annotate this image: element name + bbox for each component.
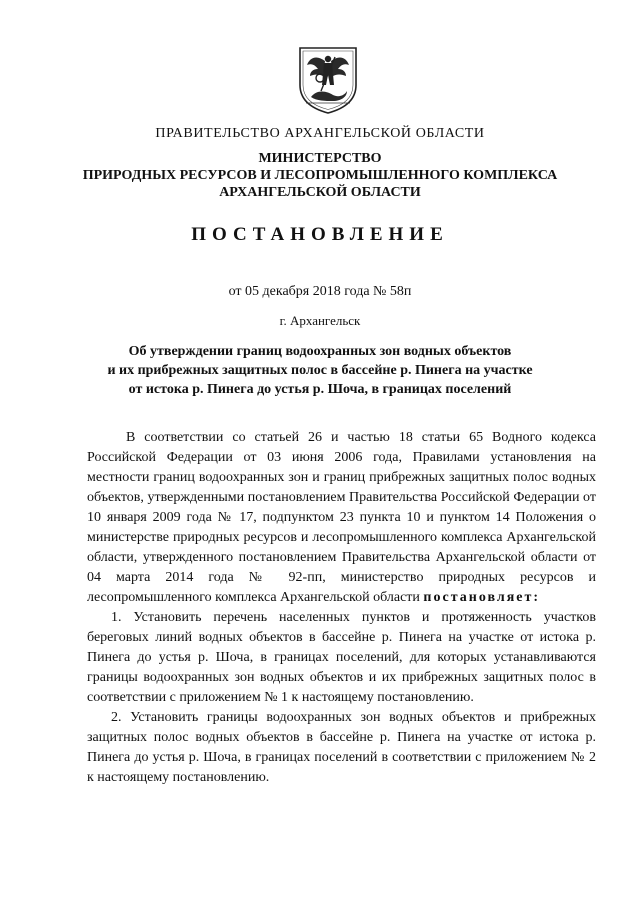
subject-line: и их прибрежных защитных полос в бассейне р. Пинега на участке: [107, 363, 533, 378]
document-date-number: от 05 декабря 2018 года № 58п: [228, 284, 412, 299]
ministry-line: ПРИРОДНЫХ РЕСУРСОВ И ЛЕСОПРОМЫШЛЕННОГО КОМПЛЕКСА: [82, 168, 558, 183]
preamble-text: В соответствии со статьей 26 и частью 18 статьи 65 Водного кодекса Российской Федерации от 03 июня 2006 года, Правилами установления на местности границ водоохранных зон и границ прибрежных защитных полос водных объектов, утвержденными постановлением Правительства Российской Федерации от 10 января 2009 года № 17, подпунктом 23 пункта 10 и пунктом 14 Положения о министерстве природных ресурсов и лесопромышленного комплекса Архангельской области, утвержденного постановлением Правительства Архангельской области от 04 марта 2014 года № 92-пп, министерство природных ресурсов и лесопромышленного комплекса Архангельской области: [87, 430, 596, 605]
decree-word: постановляет: [423, 590, 534, 605]
decree-colon: :: [533, 590, 539, 605]
document-body: [87, 428, 596, 788]
ministry-line: МИНИСТЕРСТВО: [258, 151, 382, 166]
government-title: ПРАВИТЕЛЬСТВО АРХАНГЕЛЬСКОЙ ОБЛАСТИ: [155, 126, 485, 141]
item-1-paragraph: 1. Установить перечень населенных пунктов и протяженность участков береговых линий водных объектов в бассейне р. Пинега на участке от истока р. Пинега до устья р. Шоча, в границах поселений, для которых устанавливаются границы водоохранных зон водных объектов и их прибрежных защитных полос в соответствии с приложением № 1 к настоящему постановлению.: [87, 610, 596, 705]
document-city: г. Архангельск: [279, 313, 361, 328]
item-2-paragraph: 2. Установить границы водоохранных зон водных объектов и прибрежных защитных полос водных объектов в бассейне р. Пинега на участке от истока р. Пинега до устья р. Шоча, в границах поселений в соответствии с приложением № 2 к настоящему постановлению.: [87, 710, 596, 785]
subject-line: Об утверждении границ водоохранных зон водных объектов: [128, 344, 512, 359]
subject-line: от истока р. Пинега до устья р. Шоча, в границах поселений: [128, 382, 512, 397]
archangel-coat-of-arms-icon: [297, 45, 359, 115]
ministry-title: [0, 150, 640, 201]
ministry-line: АРХАНГЕЛЬСКОЙ ОБЛАСТИ: [219, 185, 421, 200]
preamble-paragraph: [87, 428, 596, 608]
document-subject: [0, 342, 640, 399]
document-type: ПОСТАНОВЛЕНИЕ: [191, 224, 449, 245]
